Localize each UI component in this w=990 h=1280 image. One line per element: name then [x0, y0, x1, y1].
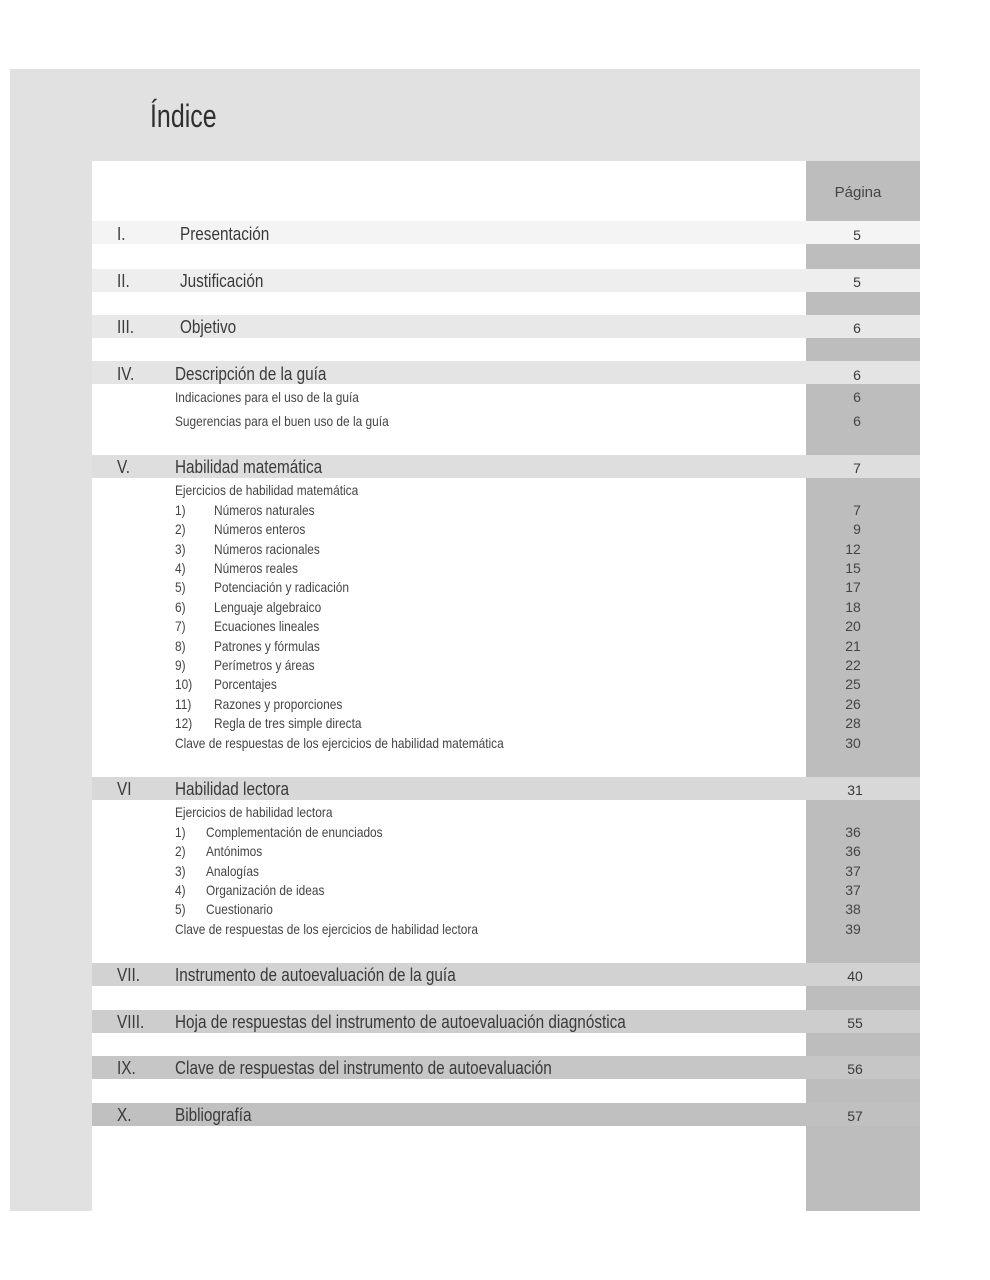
- page-number: 30: [845, 735, 861, 751]
- toc-item-row[interactable]: [0, 579, 990, 599]
- page-number: 38: [845, 901, 861, 917]
- toc-item-row[interactable]: [0, 696, 990, 716]
- item-title: Números reales: [214, 560, 299, 576]
- page-number: 28: [845, 715, 861, 731]
- toc-item-row[interactable]: [0, 824, 990, 844]
- section-number: III.: [117, 317, 135, 337]
- toc-item-row[interactable]: [0, 921, 990, 941]
- item-title: Indicaciones para el uso de la guía: [175, 389, 359, 405]
- item-title: Regla de tres simple directa: [214, 715, 362, 731]
- page-number: 36: [845, 843, 861, 859]
- section-title: Objetivo: [180, 317, 237, 337]
- page-number: 20: [845, 618, 861, 634]
- item-number: 12): [175, 715, 193, 731]
- page-number: 56: [847, 1061, 863, 1077]
- section-title: Habilidad matemática: [175, 457, 323, 477]
- item-number: 8): [175, 638, 186, 654]
- toc-intro-row: [0, 482, 990, 502]
- page-number: 7: [853, 460, 861, 476]
- item-title: Complementación de enunciados: [206, 824, 383, 840]
- item-number: 3): [175, 863, 186, 879]
- page-number: 36: [845, 824, 861, 840]
- item-number: 4): [175, 560, 186, 576]
- item-number: 4): [175, 882, 186, 898]
- section-title: Presentación: [180, 224, 270, 244]
- section-title: Habilidad lectora: [175, 779, 289, 799]
- item-number: 7): [175, 618, 186, 634]
- item-number: 5): [175, 579, 186, 595]
- intro-text: Ejercicios de habilidad lectora: [175, 804, 333, 820]
- item-title: Potenciación y radicación: [214, 579, 349, 595]
- item-title: Números naturales: [214, 502, 315, 518]
- item-number: 2): [175, 843, 186, 859]
- toc-section-row[interactable]: [0, 779, 990, 799]
- toc-item-row[interactable]: [0, 735, 990, 755]
- section-number: X.: [117, 1105, 132, 1125]
- page-number: 22: [845, 657, 861, 673]
- toc-item-row[interactable]: [0, 599, 990, 619]
- item-number: 10): [175, 676, 193, 692]
- toc-item-row[interactable]: [0, 676, 990, 696]
- item-title: Lenguaje algebraico: [214, 599, 322, 615]
- toc-item-row[interactable]: [0, 863, 990, 883]
- toc-section-row[interactable]: [0, 1012, 990, 1032]
- toc-section-row[interactable]: [0, 317, 990, 337]
- item-title: Clave de respuestas de los ejercicios de habilidad matemática: [175, 735, 504, 751]
- page-number: 25: [845, 676, 861, 692]
- section-number: IX.: [117, 1058, 136, 1078]
- page-number: 37: [845, 882, 861, 898]
- page-number: 17: [845, 579, 861, 595]
- toc-item-row[interactable]: [0, 638, 990, 658]
- toc-section-row[interactable]: [0, 224, 990, 244]
- item-number: 3): [175, 541, 186, 557]
- item-number: 11): [175, 696, 192, 712]
- page-number: 57: [847, 1108, 863, 1124]
- item-title: Cuestionario: [206, 901, 273, 917]
- page-number: 15: [845, 560, 861, 576]
- toc-item-row[interactable]: [0, 521, 990, 541]
- section-title: Hoja de respuestas del instrumento de autoevaluación diagnóstica: [175, 1012, 626, 1032]
- page-number: 12: [845, 541, 861, 557]
- page-column-header: Página: [834, 184, 882, 201]
- toc-item-row[interactable]: [0, 901, 990, 921]
- toc-section-row[interactable]: [0, 1105, 990, 1125]
- section-number: VI: [117, 779, 132, 799]
- page-number: 6: [853, 413, 861, 429]
- toc-item-row[interactable]: [0, 389, 990, 409]
- item-title: Porcentajes: [214, 676, 277, 692]
- page-number: 6: [853, 367, 861, 383]
- section-number: VIII.: [117, 1012, 145, 1032]
- toc-section-row[interactable]: [0, 965, 990, 985]
- item-number: 5): [175, 901, 186, 917]
- item-number: 6): [175, 599, 186, 615]
- section-title: Descripción de la guía: [175, 364, 327, 384]
- toc-intro-row: [0, 804, 990, 824]
- toc-item-row[interactable]: [0, 882, 990, 902]
- item-number: 9): [175, 657, 186, 673]
- item-title: Ecuaciones lineales: [214, 618, 320, 634]
- toc-section-row[interactable]: [0, 271, 990, 291]
- item-title: Clave de respuestas de los ejercicios de habilidad lectora: [175, 921, 478, 937]
- item-title: Razones y proporciones: [214, 696, 343, 712]
- section-number: II.: [117, 271, 130, 291]
- toc-item-row[interactable]: [0, 560, 990, 580]
- page-number: 37: [845, 863, 861, 879]
- item-number: 1): [175, 502, 186, 518]
- section-number: V.: [117, 457, 131, 477]
- intro-text: Ejercicios de habilidad matemática: [175, 482, 359, 498]
- item-number: 1): [175, 824, 186, 840]
- toc-item-row[interactable]: [0, 502, 990, 522]
- toc-section-row[interactable]: [0, 1058, 990, 1078]
- page-number: 55: [847, 1015, 863, 1031]
- toc-item-row[interactable]: [0, 541, 990, 561]
- item-title: Sugerencias para el buen uso de la guía: [175, 413, 389, 429]
- item-title: Patrones y fórmulas: [214, 638, 320, 654]
- toc-item-row[interactable]: [0, 657, 990, 677]
- toc-item-row[interactable]: [0, 843, 990, 863]
- toc-item-row[interactable]: [0, 413, 990, 433]
- page-number: 26: [845, 696, 861, 712]
- page-number: 7: [853, 502, 861, 518]
- page-number: 39: [845, 921, 861, 937]
- page-number: 21: [845, 638, 861, 654]
- item-title: Antónimos: [206, 843, 263, 859]
- section-title: Instrumento de autoevaluación de la guía: [175, 965, 456, 985]
- section-title: Bibliografía: [175, 1105, 252, 1125]
- toc-item-row[interactable]: [0, 618, 990, 638]
- page-number: 6: [853, 389, 861, 405]
- toc-section-row[interactable]: [0, 364, 990, 384]
- page-number: 40: [847, 968, 863, 984]
- item-title: Analogías: [206, 863, 259, 879]
- toc-section-row[interactable]: [0, 457, 990, 477]
- section-title: Justificación: [180, 271, 264, 291]
- page-number: 6: [853, 320, 861, 336]
- page-title: Índice: [150, 98, 217, 134]
- page-number: 5: [853, 274, 861, 290]
- section-number: VII.: [117, 965, 140, 985]
- page-number: 31: [847, 782, 863, 798]
- item-title: Números racionales: [214, 541, 320, 557]
- page-number: 18: [845, 599, 861, 615]
- item-number: 2): [175, 521, 186, 537]
- page-number: 9: [853, 521, 861, 537]
- toc-item-row[interactable]: [0, 715, 990, 735]
- section-title: Clave de respuestas del instrumento de autoevaluación: [175, 1058, 552, 1078]
- section-number: IV.: [117, 364, 135, 384]
- page-number: 5: [853, 227, 861, 243]
- section-number: I.: [117, 224, 126, 244]
- item-title: Números enteros: [214, 521, 306, 537]
- item-title: Organización de ideas: [206, 882, 325, 898]
- item-title: Perímetros y áreas: [214, 657, 315, 673]
